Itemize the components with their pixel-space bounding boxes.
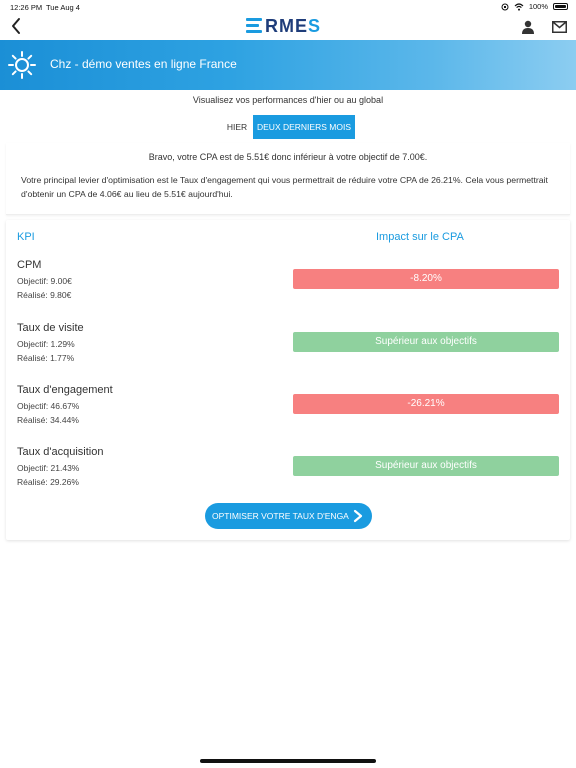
kpi-realised: Réalisé: 29.26% [17, 477, 79, 487]
kpi-realised: Réalisé: 34.44% [17, 415, 79, 425]
kpi-row-taux-d-acquisition [6, 446, 570, 496]
status-indicators [501, 2, 568, 11]
chevron-left-icon[interactable] [8, 16, 24, 36]
chevron-right-icon [352, 509, 364, 523]
campaign-title: Chz - démo ventes en ligne France [50, 57, 237, 71]
kpi-card [6, 220, 570, 540]
wifi-icon [514, 3, 524, 11]
cpa-summary: Bravo, votre CPA est de 5.51€ donc inférieur à votre objectif de 7.00€. [148, 152, 428, 162]
home-indicator[interactable] [200, 759, 376, 763]
kpi-name: Taux d'acquisition [17, 446, 104, 458]
period-subtitle: Visualisez vos performances d'hier ou au global [192, 95, 384, 105]
tab-hier[interactable]: HIER [226, 122, 248, 132]
kpi-name: Taux de visite [17, 322, 84, 334]
impact-header: Impact sur le CPA [376, 231, 464, 243]
user-icon[interactable] [521, 20, 535, 34]
tab-deux-derniers-mois[interactable]: DEUX DERNIERS MOIS [253, 115, 355, 139]
logo-e-mark [246, 18, 262, 34]
period-toggle [221, 115, 355, 139]
logo-text: RMES [265, 16, 322, 36]
kpi-objective: Objectif: 46.67% [17, 401, 80, 411]
sun-icon [7, 50, 37, 80]
kpi-row-taux-d-engagement [6, 384, 570, 434]
status-bar [0, 0, 576, 14]
kpi-objective: Objectif: 9.00€ [17, 276, 72, 286]
battery-icon [553, 3, 568, 10]
kpi-row-cpm [6, 259, 570, 309]
kpi-objective: Objectif: 1.29% [17, 339, 75, 349]
kpi-name: Taux d'engagement [17, 384, 113, 396]
optimise-button-label: OPTIMISER VOTRE TAUX D'ENGA [212, 511, 349, 521]
campaign-banner [0, 40, 576, 90]
summary-message [6, 143, 570, 215]
navbar [0, 14, 576, 40]
impact-bar: -26.21% [293, 394, 559, 414]
optimisation-summary: Votre principal levier d'optimisation est le Taux d'engagement qui vous permettrait de réduire votre CPA de 26.21%. Cela vous permettrait d'obtenir un CPA de 4.06€ au lieu de 5.51€ aujourd'hui. [21, 175, 548, 199]
status-time: 12:26 PM [10, 3, 43, 12]
kpi-name: CPM [17, 259, 42, 271]
impact-bar: Supérieur aux objectifs [293, 456, 559, 476]
ermes-logo [246, 17, 321, 35]
impact-bar: -8.20% [293, 269, 559, 289]
status-date: Tue Aug 4 [46, 3, 80, 12]
kpi-row-taux-de-visite [6, 322, 570, 372]
kpi-realised: Réalisé: 1.77% [17, 353, 75, 363]
optimise-button[interactable] [205, 503, 372, 529]
mail-icon[interactable] [552, 21, 567, 33]
kpi-objective: Objectif: 21.43% [17, 463, 80, 473]
kpi-realised: Réalisé: 9.80€ [17, 290, 72, 300]
rotation-lock-icon [501, 3, 509, 11]
impact-bar: Supérieur aux objectifs [293, 332, 559, 352]
battery-percent: 100% [528, 2, 548, 11]
kpi-header: KPI [17, 231, 35, 243]
